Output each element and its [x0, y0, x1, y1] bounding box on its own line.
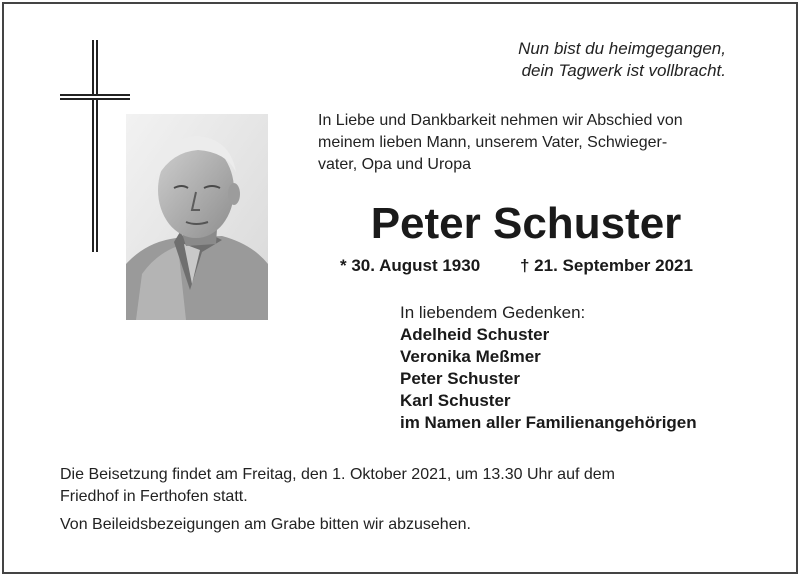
funeral-line-1: Die Beisetzung findet am Freitag, den 1. Oktober 2021, um 13.30 Uhr auf dem: [60, 466, 615, 483]
mourner-family: im Namen aller Familienangehörigen: [400, 413, 697, 432]
intro-line-3: vater, Opa und Uropa: [318, 156, 471, 173]
mourner-name: Karl Schuster: [400, 391, 511, 410]
cross-icon: [92, 40, 98, 252]
mourner-name: Peter Schuster: [400, 369, 520, 388]
deceased-name: Peter Schuster: [370, 199, 682, 248]
intro-line-2: meinem lieben Mann, unserem Vater, Schwieger-: [318, 134, 668, 151]
mourner-name: Veronika Meßmer: [400, 347, 541, 366]
life-dates: [340, 254, 730, 278]
birth-date: * 30. August 1930: [340, 256, 481, 275]
verse: [440, 38, 726, 82]
portrait-photo: [126, 114, 268, 320]
funeral-line-2: Friedhof in Ferthofen statt.: [60, 488, 248, 505]
intro-line-1: In Liebe und Dankbarkeit nehmen wir Abschied von: [318, 112, 683, 129]
death-date: † 21. September 2021: [520, 256, 693, 275]
condolence-note: Von Beileidsbezeigungen am Grabe bitten wir abzusehen.: [60, 516, 471, 533]
cross-icon-beam: [60, 94, 130, 100]
funeral-info: [60, 464, 760, 508]
intro-text: [318, 110, 738, 176]
memorial-heading: In liebendem Gedenken:: [400, 303, 586, 322]
verse-line-2: dein Tagwerk ist vollbracht.: [521, 61, 726, 80]
mourner-name: Adelheid Schuster: [400, 325, 550, 344]
memorial-block: [400, 302, 780, 434]
verse-line-1: Nun bist du heimgegangen,: [518, 39, 726, 58]
